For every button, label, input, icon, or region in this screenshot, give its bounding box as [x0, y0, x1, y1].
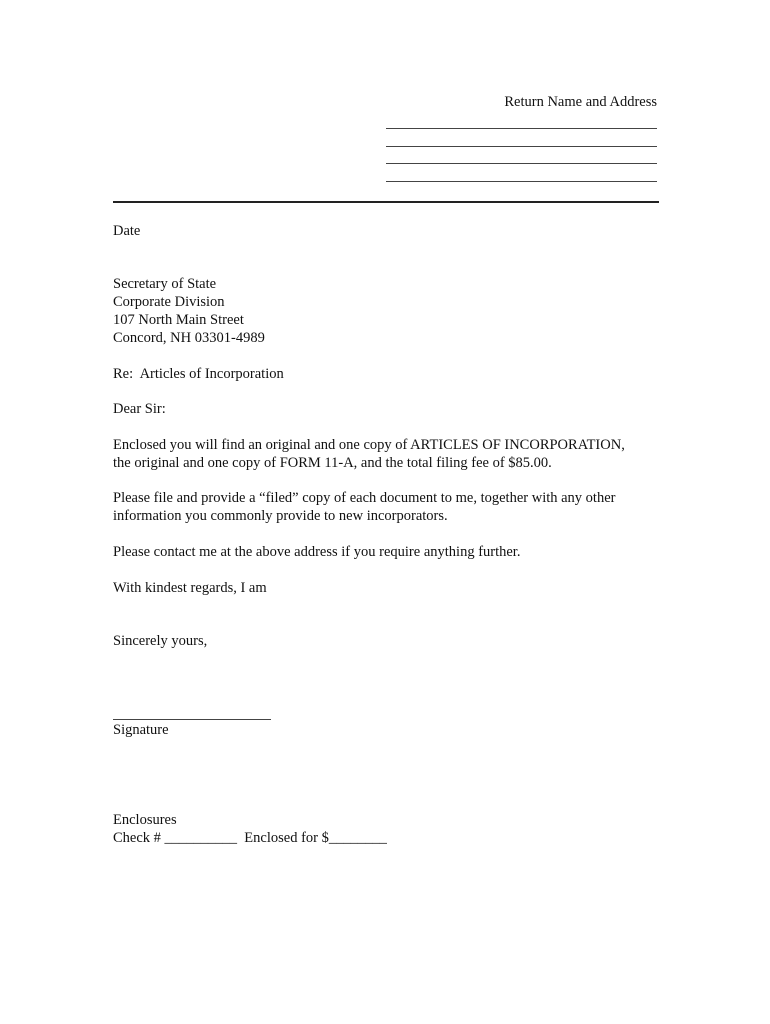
body-paragraph-3: Please contact me at the above address if you require anything further.: [113, 544, 521, 560]
enclosures-label: Enclosures: [113, 812, 177, 828]
return-address-line-3[interactable]: [386, 163, 657, 164]
date-label: Date: [113, 223, 141, 239]
recipient-line-3: 107 North Main Street: [113, 312, 244, 328]
recipient-line-1: Secretary of State: [113, 276, 217, 292]
recipient-line-2: Corporate Division: [113, 294, 225, 310]
re-line: Re: Articles of Incorporation: [113, 366, 284, 382]
recipient-address: [113, 275, 673, 347]
closing: Sincerely yours,: [113, 633, 208, 649]
return-address-line-2[interactable]: [386, 146, 657, 147]
recipient-line-4: Concord, NH 03301-4989: [113, 330, 265, 346]
body-paragraph-4: With kindest regards, I am: [113, 580, 267, 596]
check-enclosed-line[interactable]: Check # __________ Enclosed for $________: [113, 830, 387, 846]
salutation: Dear Sir:: [113, 401, 166, 417]
body-paragraph-2-line-2: information you commonly provide to new incorporators.: [113, 508, 448, 524]
body-paragraph-1-line-1: Enclosed you will find an original and one copy of ARTICLES OF INCORPORATION,: [113, 437, 625, 453]
signature-line[interactable]: [113, 719, 271, 720]
body-paragraph-1-line-2: the original and one copy of FORM 11-A, and the total filing fee of $85.00.: [113, 455, 552, 471]
return-address-title: Return Name and Address: [504, 94, 657, 110]
body-paragraph-1: [113, 436, 673, 472]
header-divider: [113, 201, 659, 203]
signature-label: Signature: [113, 722, 169, 738]
return-address-line-1[interactable]: [386, 128, 657, 129]
body-paragraph-2: [113, 489, 673, 525]
body-paragraph-2-line-1: Please file and provide a “filed” copy of each document to me, together with any other: [113, 490, 616, 506]
return-address-line-4[interactable]: [386, 181, 657, 182]
